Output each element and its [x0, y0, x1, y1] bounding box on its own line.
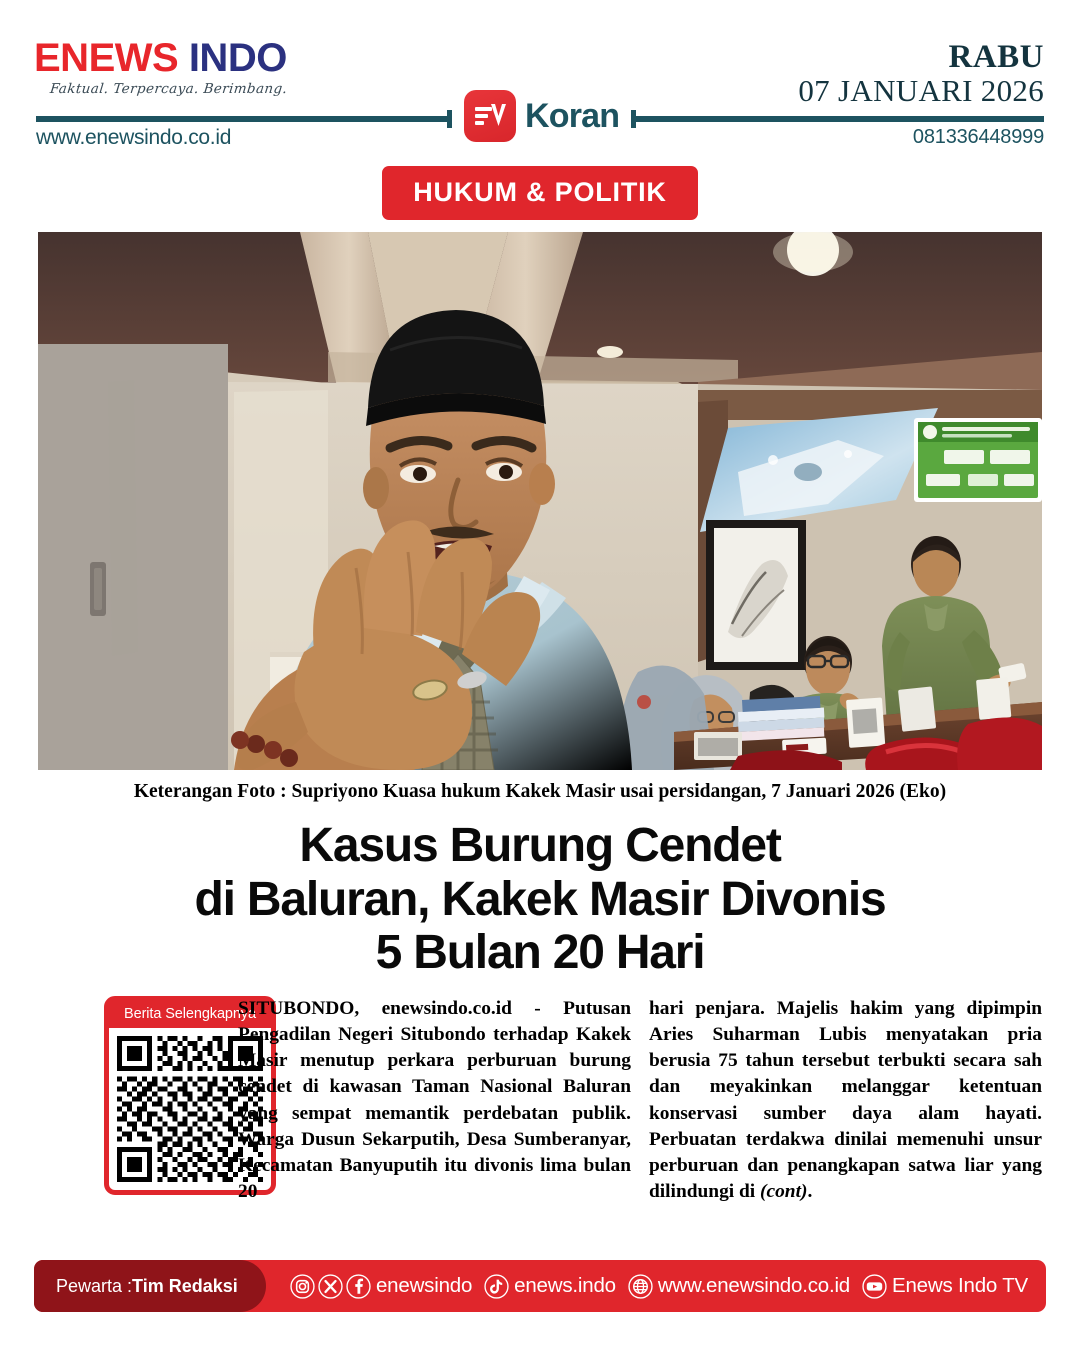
headline-line-1: Kasus Burung Cendet [299, 818, 781, 872]
page-header [0, 0, 1080, 160]
article-column-left: SITUBONDO, enewsindo.co.id - Putusan Pengadilan Negeri Situbondo terhadap Kakek Masir menutup perkara perburuan burung cendet di kawasan Taman Nasional Baluran yang sempat memantik perdebatan publik. Warga Dusun Sekarputih, Desa Sumberanyar, Kecamatan Banyuputih itu divonis lima bulan 20 [238, 998, 631, 1202]
headline-line-3: 5 Bulan 20 Hari [375, 926, 705, 980]
news-photo [38, 232, 1042, 770]
footer-label-tiktok: enews.indo [514, 1274, 616, 1297]
youtube-icon[interactable] [862, 1274, 887, 1299]
footer-item-youtube[interactable] [862, 1274, 1028, 1299]
reporter-badge [34, 1260, 266, 1312]
page-footer [34, 1260, 1046, 1312]
footer-social-list [266, 1274, 1046, 1299]
footer-item-tiktok[interactable] [484, 1274, 616, 1299]
brand-title [34, 38, 287, 78]
facebook-icon[interactable] [346, 1274, 371, 1299]
phone-number: 081336448999 [912, 126, 1044, 148]
news-photo-illustration [38, 232, 1042, 770]
page-title [40, 819, 1040, 980]
header-rule-right [632, 116, 1044, 122]
photo-caption-line1: Keterangan Foto : Supriyono Kuasa hukum Kakek Masir usai persidangan, 7 Januari 2026 [133, 781, 895, 802]
brand-name-secondary: INDO [188, 36, 287, 80]
article-column-right-end: . [807, 1180, 813, 1202]
article-column-right-text: hari penjara. Majelis hakim yang dipimpin Aries Suharman Lubis menyatakan pria berusia 75 tahun tersebut terbukti secara sah dan meyakinkan melanggar ketentuan konservasi sumber daya alam hayati. Perbuatan terdakwa dinilai memenuhi unsur perburuan dan penangkapan satwa liar yang dilindungi di [649, 998, 1042, 1202]
tiktok-icon[interactable] [484, 1274, 509, 1299]
brand-tagline: Faktual. Terpercaya. Berimbang. [49, 81, 289, 97]
instagram-icon[interactable] [290, 1274, 315, 1299]
ev-check-icon [490, 102, 507, 130]
footer-label-website: www.enewsindo.co.id [657, 1274, 851, 1297]
brand-logo [34, 38, 287, 97]
koran-badge [464, 90, 619, 142]
footer-item-website[interactable] [628, 1274, 850, 1299]
ev-logo-icon [464, 90, 516, 142]
koran-label: Koran [525, 96, 620, 135]
date-full: 07 JANUARI 2026 [798, 73, 1044, 109]
brand-name-primary: ENEWS [34, 36, 179, 80]
header-rule-left [36, 116, 448, 122]
article-column-right [649, 996, 1042, 1205]
footer-item-social-handles[interactable] [290, 1274, 472, 1299]
globe-icon[interactable] [628, 1274, 653, 1299]
headline-line-2: di Baluran, Kakek Masir Divonis [194, 872, 886, 926]
photo-caption-line2: (Eko) [899, 781, 947, 802]
reporter-prefix: Pewarta : [56, 1275, 133, 1296]
footer-label-youtube: Enews Indo TV [891, 1274, 1029, 1297]
qr-column [38, 996, 256, 1195]
article-body [38, 996, 1042, 1205]
category-badge: HUKUM & POLITIK [382, 166, 697, 220]
site-url: www.enewsindo.co.id [36, 126, 232, 149]
article-cont-marker: (cont) [760, 1180, 808, 1202]
photo-caption [60, 780, 1020, 805]
qr-label: Berita Selengkapnya [124, 1006, 256, 1023]
x-icon[interactable] [318, 1274, 343, 1299]
reporter-name: Tim Redaksi [132, 1275, 238, 1296]
category-bar [0, 166, 1080, 220]
footer-label-social: enewsindo [375, 1274, 473, 1297]
date-day: RABU [948, 39, 1044, 75]
date-block [798, 40, 1044, 108]
